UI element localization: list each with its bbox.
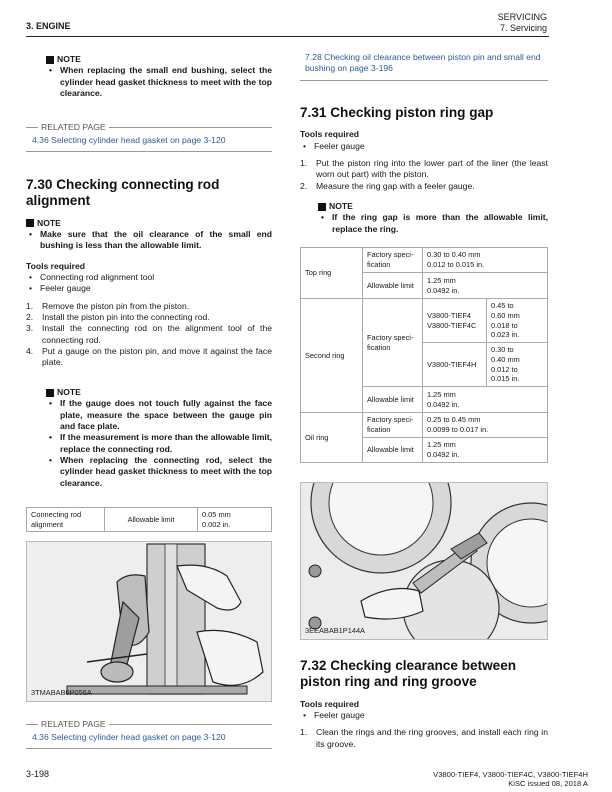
spec-value: 0.45 to 0.60 mm 0.018 to 0.023 in.: [487, 299, 548, 343]
note-icon: [318, 203, 326, 211]
step-item: 4. Put a gauge on the piston pin, and move it against the face plate.: [26, 346, 272, 368]
spec-label: Allowable limit: [363, 387, 423, 413]
model-label: V3800-TIEF4H: [423, 343, 487, 387]
note-oil-clearance: NOTE • Make sure that the oil clearance of the small end bushing is less than the allowable limit.: [26, 218, 272, 252]
model-label: V3800-TIEF4 V3800-TIEF4C: [423, 299, 487, 343]
row-label-second-ring: Second ring: [301, 299, 363, 413]
section-7-30: [26, 177, 272, 369]
spec-value: 1.25 mm 0.0492 in.: [423, 387, 548, 413]
spec-value: 0.30 to 0.40 mm 0.012 to 0.015 in.: [423, 248, 548, 273]
tools-heading: Tools required: [300, 129, 360, 140]
spec-label: Allowable limit: [363, 438, 423, 463]
spec-value: 1.25 mm 0.0492 in.: [423, 438, 548, 463]
steps-list: [300, 158, 548, 192]
tools-list: [26, 272, 272, 295]
page-number: 3-198: [26, 769, 50, 779]
figure-label: 3EEABAB1P144A: [305, 626, 365, 636]
alignment-tool-illustration: [27, 542, 272, 702]
tools-list: [300, 710, 548, 721]
row-label-top-ring: Top ring: [301, 248, 363, 299]
step-item: 1. Remove the piston pin from the piston.: [26, 300, 190, 311]
footer-issued: KiSC issued 08, 2018 A: [508, 779, 588, 789]
step-item: 2. Install the piston pin into the connecting rod.: [26, 312, 210, 323]
step-item: 1. Put the piston ring into the lower part of the liner (the least worn out part) with the piston.: [300, 158, 548, 180]
tool-item: • Connecting rod alignment tool: [26, 272, 272, 283]
related-page-2: [26, 719, 272, 749]
related-page-link[interactable]: 4.36 Selecting cylinder head gasket on page 3-120: [32, 732, 226, 743]
spec-value: 0.05 mm 0.002 in.: [198, 508, 272, 532]
figure-label: 3TMABAB0P056A: [31, 688, 92, 698]
section-name: SERVICING: [497, 12, 547, 22]
related-page-link[interactable]: 4.36 Selecting cylinder head gasket on page 3-120: [32, 135, 226, 146]
related-page-title: RELATED PAGE: [41, 122, 106, 132]
ring-gap-table: [300, 247, 548, 463]
footer-models: V3800-TIEF4, V3800-TIEF4C, V3800-TIEF4H: [433, 770, 588, 779]
note-bushing: [46, 54, 272, 99]
tools-list: [300, 141, 548, 152]
spec-label: Allowable limit: [363, 273, 423, 299]
note-ring-gap: NOTE • If the ring gap is more than the allowable limit, replace the ring.: [318, 201, 548, 235]
related-page-title: RELATED PAGE: [41, 719, 106, 729]
section-7-32: [300, 658, 548, 750]
header-divider: [26, 36, 549, 37]
section-title: 7.30 Checking connecting rod alignment: [26, 177, 220, 209]
spec-label: Factory speci-fication: [363, 413, 423, 438]
tool-item: • Feeler gauge: [300, 141, 548, 152]
note-item: • When replacing the small end bushing, select the cylinder head gasket thickness to meet with the top clearance.: [46, 65, 272, 99]
step-item: 3. Install the connecting rod on the alignment tool of the connecting rod.: [26, 323, 272, 345]
tool-item: • Feeler gauge: [300, 710, 548, 721]
alignment-spec-table: [26, 507, 272, 532]
spec-type: Allowable limit: [105, 508, 198, 532]
footer-info: [433, 770, 588, 789]
note-item: • If the measurement is more than the allowable limit, replace the connecting rod.: [46, 432, 272, 455]
note-gauge: NOTE • If the gauge does not touch fully against the face plate, measure the space between the gauge pin and face plate. • If the measurement is more than the allowable limit, replace the connecting rod. • When replacing the connecting rod, select the cylinder head gasket thickness to meet with the top clearance.: [46, 387, 272, 489]
steps-list: [26, 301, 272, 369]
related-page-1: [26, 122, 272, 152]
spec-label: Factory speci-fication: [363, 248, 423, 273]
note-item: • If the ring gap is more than the allowable limit, replace the ring.: [318, 212, 548, 235]
step-item: 2. Measure the ring gap with a feeler gauge.: [300, 180, 475, 191]
top-link-block: [300, 52, 548, 81]
section-title: 7.31 Checking piston ring gap: [300, 105, 494, 120]
note-heading: NOTE: [46, 54, 272, 65]
tool-item: • Feeler gauge: [26, 283, 272, 294]
note-icon: [46, 56, 54, 64]
row-label-oil-ring: Oil ring: [301, 413, 363, 463]
alignment-tool-figure: [26, 541, 272, 702]
note-icon: [26, 219, 34, 227]
note-icon: [46, 389, 54, 397]
spec-value: 1.25 mm 0.0492 in.: [423, 273, 548, 299]
spec-value: 0.30 to 0.40 mm 0.012 to 0.015 in.: [487, 343, 548, 387]
steps-list: [300, 727, 548, 750]
step-item: 1. Clean the rings and the ring grooves, and install each ring in its groove.: [300, 727, 548, 749]
note-item: • When replacing the connecting rod, select the cylinder head gasket thickness to meet with the top clearance.: [46, 455, 272, 489]
related-link-oil-clearance[interactable]: 7.28 Checking oil clearance between piston pin and small end bushing on page 3-196: [305, 52, 541, 74]
chapter-title: 3. ENGINE: [26, 21, 71, 31]
subsection-name: 7. Servicing: [499, 23, 547, 34]
spec-item: Connecting rod alignment: [27, 508, 105, 532]
section-7-31: [300, 105, 548, 192]
ring-gap-figure: [300, 482, 548, 640]
section-title: 7.32 Checking clearance between piston ring and ring groove: [300, 658, 517, 690]
spec-value: 0.25 to 0.45 mm 0.0099 to 0.017 in.: [423, 413, 548, 438]
ring-gap-illustration: [301, 483, 548, 640]
note-item: • Make sure that the oil clearance of the small end bushing is less than the allowable limit.: [26, 229, 272, 252]
tools-heading: Tools required: [26, 260, 86, 271]
tools-heading: Tools required: [300, 698, 360, 709]
note-item: • If the gauge does not touch fully against the face plate, measure the space between the gauge pin and face plate.: [46, 398, 272, 432]
section-header: [498, 12, 547, 35]
spec-label: Factory speci-fication: [363, 299, 423, 387]
